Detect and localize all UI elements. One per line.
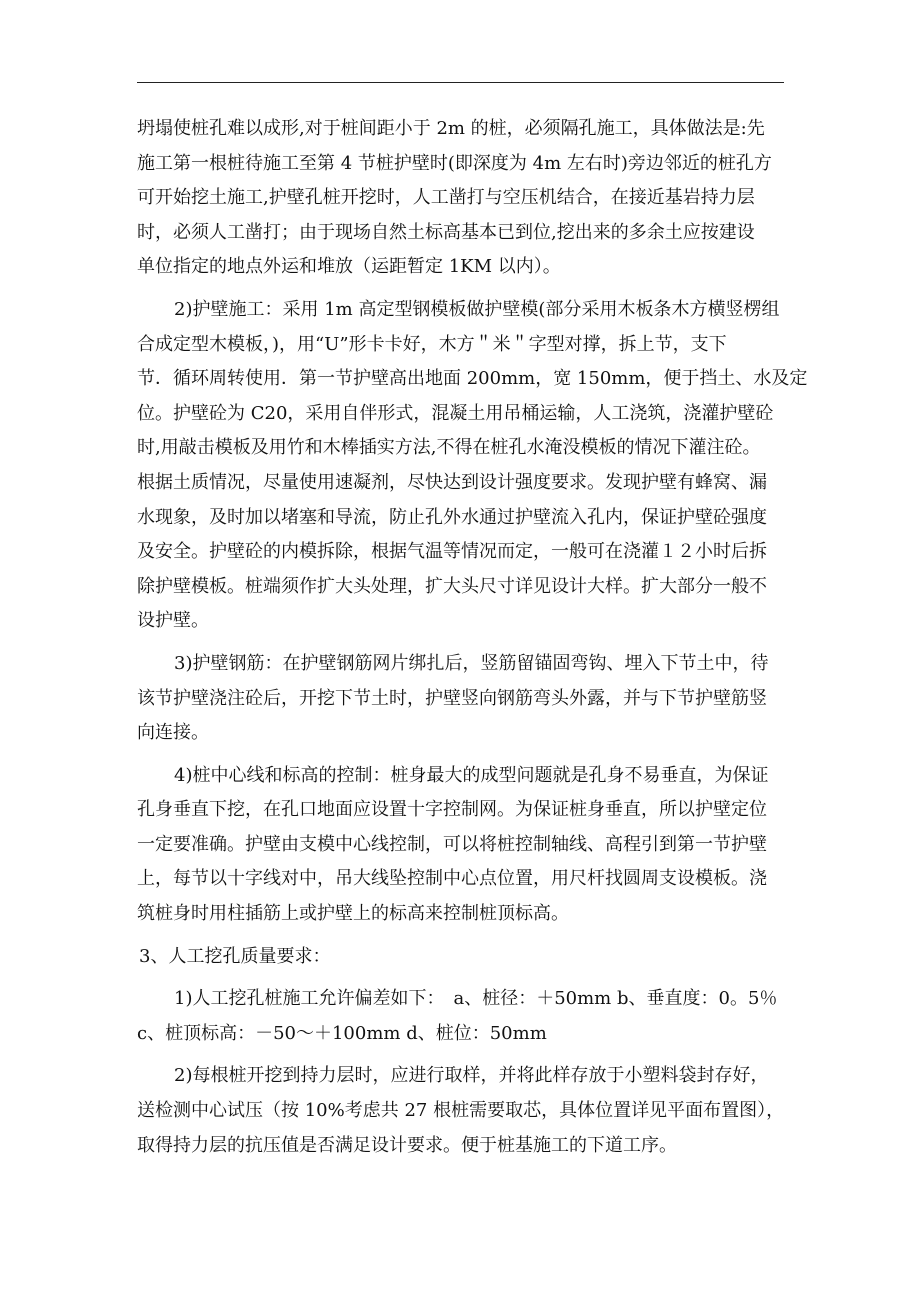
text-line: 送检测中心试压（按 10%考虑共 27 根桩需要取芯，具体位置详见平面布置图）， — [137, 1100, 785, 1122]
text-line: 一定要准确。护壁由支模中心线控制，可以将桩控制轴线、高程引到第一节护壁 — [137, 833, 767, 855]
text-line: 时,用敲击模板及用竹和木棒插实方法,不得在桩孔水淹没模板的情况下灌注砼。 — [137, 437, 761, 459]
paragraph-sampling — [137, 1059, 787, 1163]
text-line: 向连接。 — [137, 722, 209, 744]
text-line: 位。护壁砼为 C20，采用自伴形式，混凝土用吊桶运输，人工浇筑，浇灌护壁砼 — [137, 402, 774, 424]
text-line: 上，每节以十字线对中，吊大线坠控制中心点位置，用尺杆找圆周支设模板。浇 — [137, 868, 767, 890]
text-line: 水现象，及时加以堵塞和导流，防止孔外水通过护壁流入孔内，保证护壁砼强度 — [137, 506, 767, 528]
text-line: 取得持力层的抗压值是否满足设计要求。便于桩基施工的下道工序。 — [137, 1134, 677, 1156]
text-line: 筑桩身时用柱插筋上或护壁上的标高来控制桩顶标高。 — [137, 903, 569, 925]
heading-text: 3、人工挖孔质量要求： — [139, 945, 331, 967]
text-line: 3)护壁钢筋：在护壁钢筋网片绑扎后，竖筋留锚固弯钩、埋入下节土中，待 — [174, 652, 769, 674]
text-line: c、桩顶标高：－50～＋100mm d、桩位：50mm — [137, 1022, 547, 1044]
paragraph-retaining-wall-rebar — [137, 647, 787, 751]
text-line: 单位指定的地点外运和堆放（运距暂定 1KM 以内）。 — [137, 256, 561, 278]
text-line: 及安全。护壁砼的内模拆除，根据气温等情况而定，一般可在浇灌１２小时后拆 — [137, 541, 767, 563]
text-line: 时，必须人工凿打；由于现场自然土标高基本已到位,挖出来的多余土应按建设 — [137, 221, 755, 243]
text-line: 可开始挖土施工,护壁孔桩开挖时，人工凿打与空压机结合，在接近基岩持力层 — [137, 187, 755, 209]
text-line: 4)桩中心线和标高的控制：桩身最大的成型问题就是孔身不易垂直，为保证 — [174, 764, 769, 786]
text-line: 孔身垂直下挖，在孔口地面应设置十字控制网。为保证桩身垂直，所以护壁定位 — [137, 799, 767, 821]
text-line: 施工第一根桩待施工至第 4 节桩护壁时(即深度为 4m 左右时)旁边邻近的桩孔方 — [137, 152, 772, 174]
text-line: 设护壁。 — [137, 610, 209, 632]
text-line: 该节护壁浇注砼后，开挖下节土时，护壁竖向钢筋弯头外露，并与下节护壁筋竖 — [137, 687, 767, 709]
paragraph-tolerances — [137, 982, 787, 1051]
header-rule — [137, 82, 784, 83]
paragraph-retaining-wall-construction — [137, 293, 808, 639]
section-heading — [137, 940, 787, 975]
text-line: 根据土质情况，尽量使用速凝剂，尽快达到设计强度要求。发现护壁有蜂窝、漏 — [137, 471, 767, 493]
text-line: 节．循环周转使用．第一节护壁高出地面 200mm，宽 150mm，便于挡土、水及定 — [137, 368, 808, 390]
text-line: 除护壁模板。桩端须作扩大头处理，扩大头尺寸详见设计大样。扩大部分一般不 — [137, 575, 767, 597]
text-line: 2)护壁施工：采用 1m 高定型钢模板做护壁模(部分采用木板条木方横竖楞组 — [174, 298, 780, 320]
paragraph-centerline-elevation-control — [137, 759, 787, 932]
text-line: 合成定型木模板，)，用“U”形卡卡好，木方＂米＂字型对撑，拆上节，支下 — [137, 333, 727, 355]
text-line: 坍塌使桩孔难以成形,对于桩间距小于 2m 的桩，必须隔孔施工，具体做法是:先 — [137, 118, 765, 139]
text-line: 2)每根桩开挖到持力层时，应进行取样，并将此样存放于小塑料袋封存好， — [174, 1065, 769, 1087]
text-line: 1)人工挖孔桩施工允许偏差如下： a、桩径：＋50mm b、垂直度：0。5％ — [174, 988, 778, 1010]
paragraph-collapse-prevention — [137, 112, 787, 285]
document-body — [137, 112, 808, 1163]
